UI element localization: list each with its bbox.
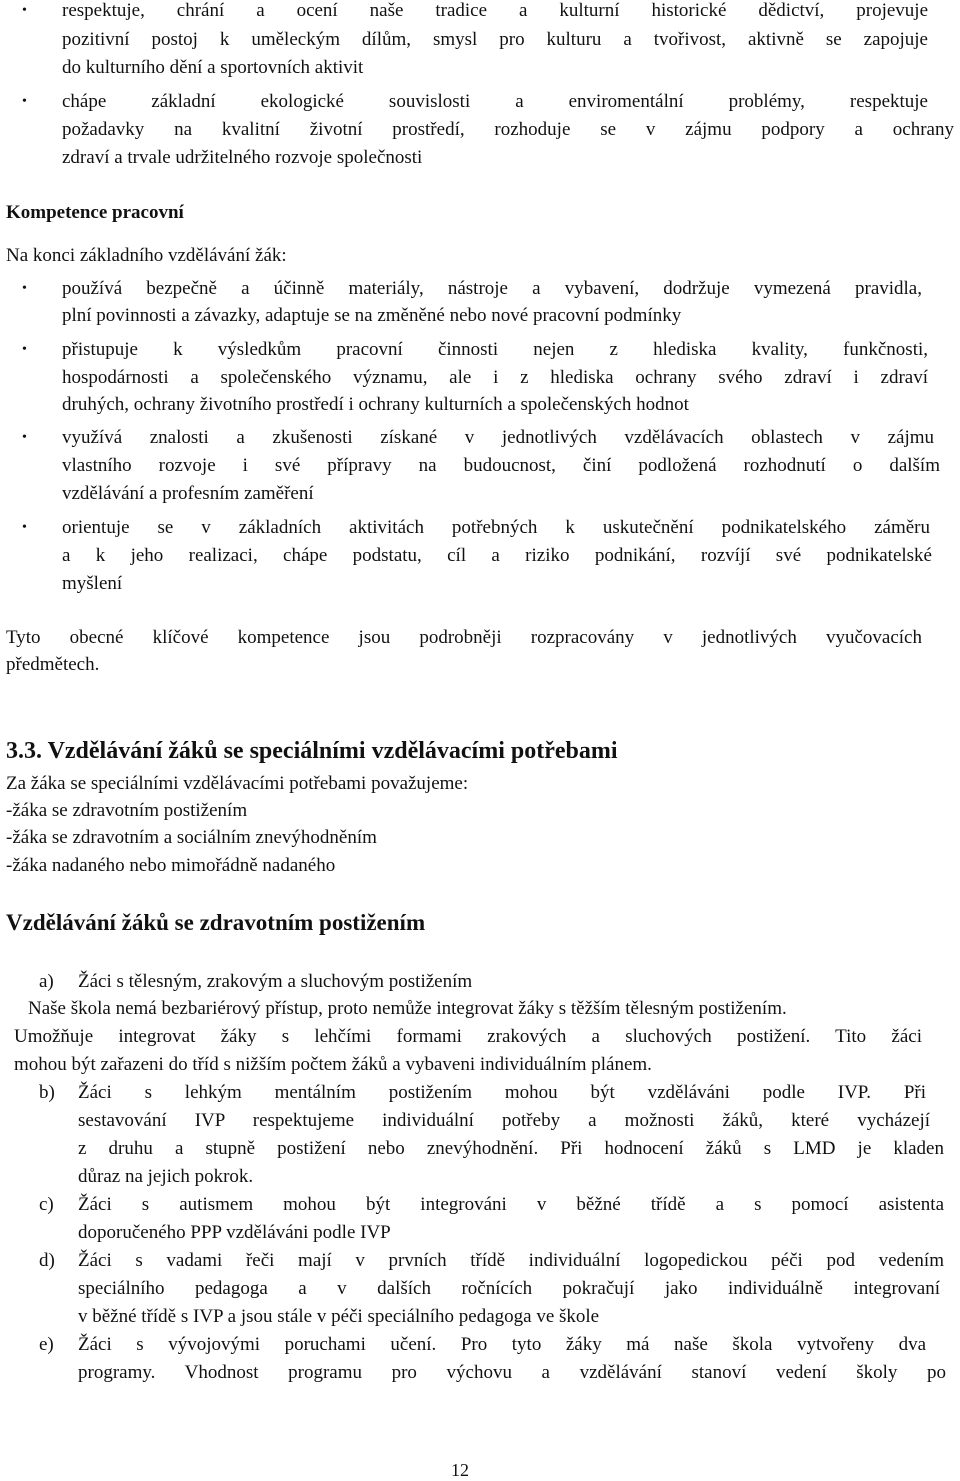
summary-line: předmětech.: [6, 654, 100, 675]
text-line: plní povinnosti a závazky, adaptuje se na změněné nebo nové pracovní podmínky: [62, 305, 682, 326]
section-heading: Kompetence pracovní: [6, 202, 184, 223]
text-line: chápe základní ekologické souvislosti a enviromentální problémy, respektuje: [62, 91, 928, 112]
list-label: b): [39, 1082, 55, 1103]
text-line: v běžné třídě s IVP a jsou stále v péči speciálního pedagoga ve škole: [78, 1306, 600, 1327]
text-line: a k jeho realizaci, chápe podstatu, cíl a riziko podnikání, rozvíjí své podnikatelské: [62, 545, 932, 566]
text-line: hospodárnosti a společenského významu, ale i z hlediska ochrany svého zdraví i zdraví: [62, 367, 928, 388]
list-label: d): [39, 1250, 55, 1271]
text-line: Umožňuje integrovat žáky s lehčími formami zrakových a sluchových postižení. Tito žáci: [14, 1026, 922, 1047]
bullet-mark: •: [22, 3, 27, 18]
text-line: sestavování IVP respektujeme individuální potřeby a možnosti žáků, které vycházejí: [78, 1110, 930, 1131]
text-line: druhých, ochrany životního prostředí i ochrany kulturních a společenských hodnot: [62, 394, 689, 415]
list-label: e): [39, 1334, 54, 1355]
text-line: -žáka se zdravotním a sociálním znevýhodněním: [6, 827, 377, 848]
bullet-mark: •: [22, 94, 27, 109]
text-line: důraz na jejich pokrok.: [78, 1166, 254, 1187]
bullet-mark: •: [22, 342, 27, 357]
text-line: Žáci s lehkým mentálním postižením mohou být vzděláváni podle IVP. Při: [78, 1082, 926, 1103]
list-label: c): [39, 1194, 54, 1215]
text-line: mohou být zařazeni do tříd s nižším počtem žáků a vybaveni individuálním plánem.: [14, 1054, 652, 1075]
intro-line: Na konci základního vzdělávání žák:: [6, 245, 287, 266]
text-line: respektuje, chrání a ocení naše tradice a kulturní historické dědictví, projevuje: [62, 0, 928, 21]
text-line: myšlení: [62, 573, 123, 594]
text-line: programy. Vhodnost programu pro výchovu a vzdělávání stanoví vedení školy po: [78, 1362, 946, 1383]
text-line: -žáka se zdravotním postižením: [6, 800, 248, 821]
text-line: Žáci s tělesným, zrakovým a sluchovým postižením: [78, 971, 473, 992]
text-line: využívá znalosti a zkušenosti získané v jednotlivých vzdělávacích oblastech v zájmu: [62, 427, 934, 448]
text-line: Žáci s autismem mohou být integrováni v běžné třídě a s pomocí asistenta: [78, 1194, 944, 1215]
text-line: orientuje se v základních aktivitách potřebných k uskutečnění podnikatelského záměru: [62, 517, 930, 538]
text-line: Žáci s vadami řeči mají v prvních třídě individuální logopedickou péči pod vedením: [78, 1250, 944, 1271]
bullet-mark: •: [22, 520, 27, 535]
section-title: 3.3. Vzdělávání žáků se speciálními vzdělávacími potřebami: [6, 738, 618, 764]
text-line: vzdělávání a profesním zaměření: [62, 483, 314, 504]
text-line: zdraví a trvale udržitelného rozvoje společnosti: [62, 147, 423, 168]
text-line: doporučeného PPP vzděláváni podle IVP: [78, 1222, 391, 1243]
subsection-title: Vzdělávání žáků se zdravotním postižením: [6, 910, 426, 935]
bullet-mark: •: [22, 281, 27, 296]
text-line: Za žáka se speciálními vzdělávacími potřebami považujeme:: [6, 773, 469, 794]
text-line: -žáka nadaného nebo mimořádně nadaného: [6, 855, 336, 876]
text-line: používá bezpečně a účinně materiály, nástroje a vybavení, dodržuje vymezená pravidla,: [62, 278, 922, 299]
text-line: vlastního rozvoje i své přípravy na budoucnost, činí podložená rozhodnutí o dalším: [62, 455, 940, 476]
text-line: pozitivní postoj k uměleckým dílům, smysl pro kulturu a tvořivost, aktivně se zapojuje: [62, 29, 928, 50]
page-number: 12: [451, 1460, 469, 1480]
summary-line: Tyto obecné klíčové kompetence jsou podrobněji rozpracovány v jednotlivých vyučovacích: [6, 627, 922, 648]
text-line: z druhu a stupně postižení nebo znevýhodnění. Při hodnocení žáků s LMD je kladen: [78, 1138, 944, 1159]
list-label: a): [39, 971, 54, 992]
text-line: Naše škola nemá bezbariérový přístup, proto nemůže integrovat žáky s těžším tělesným postižením.: [28, 998, 787, 1019]
text-line: speciálního pedagoga a v dalších ročnících pokračují jako individuálně integrovaní: [78, 1278, 940, 1299]
bullet-mark: •: [22, 430, 27, 445]
text-line: přistupuje k výsledkům pracovní činnosti nejen z hlediska kvality, funkčnosti,: [62, 339, 928, 360]
text-line: do kulturního dění a sportovních aktivit: [62, 57, 364, 78]
text-line: požadavky na kvalitní životní prostředí, rozhoduje se v zájmu podpory a ochrany: [62, 119, 954, 140]
text-line: Žáci s vývojovými poruchami učení. Pro tyto žáky má naše škola vytvořeny dva: [78, 1334, 926, 1355]
